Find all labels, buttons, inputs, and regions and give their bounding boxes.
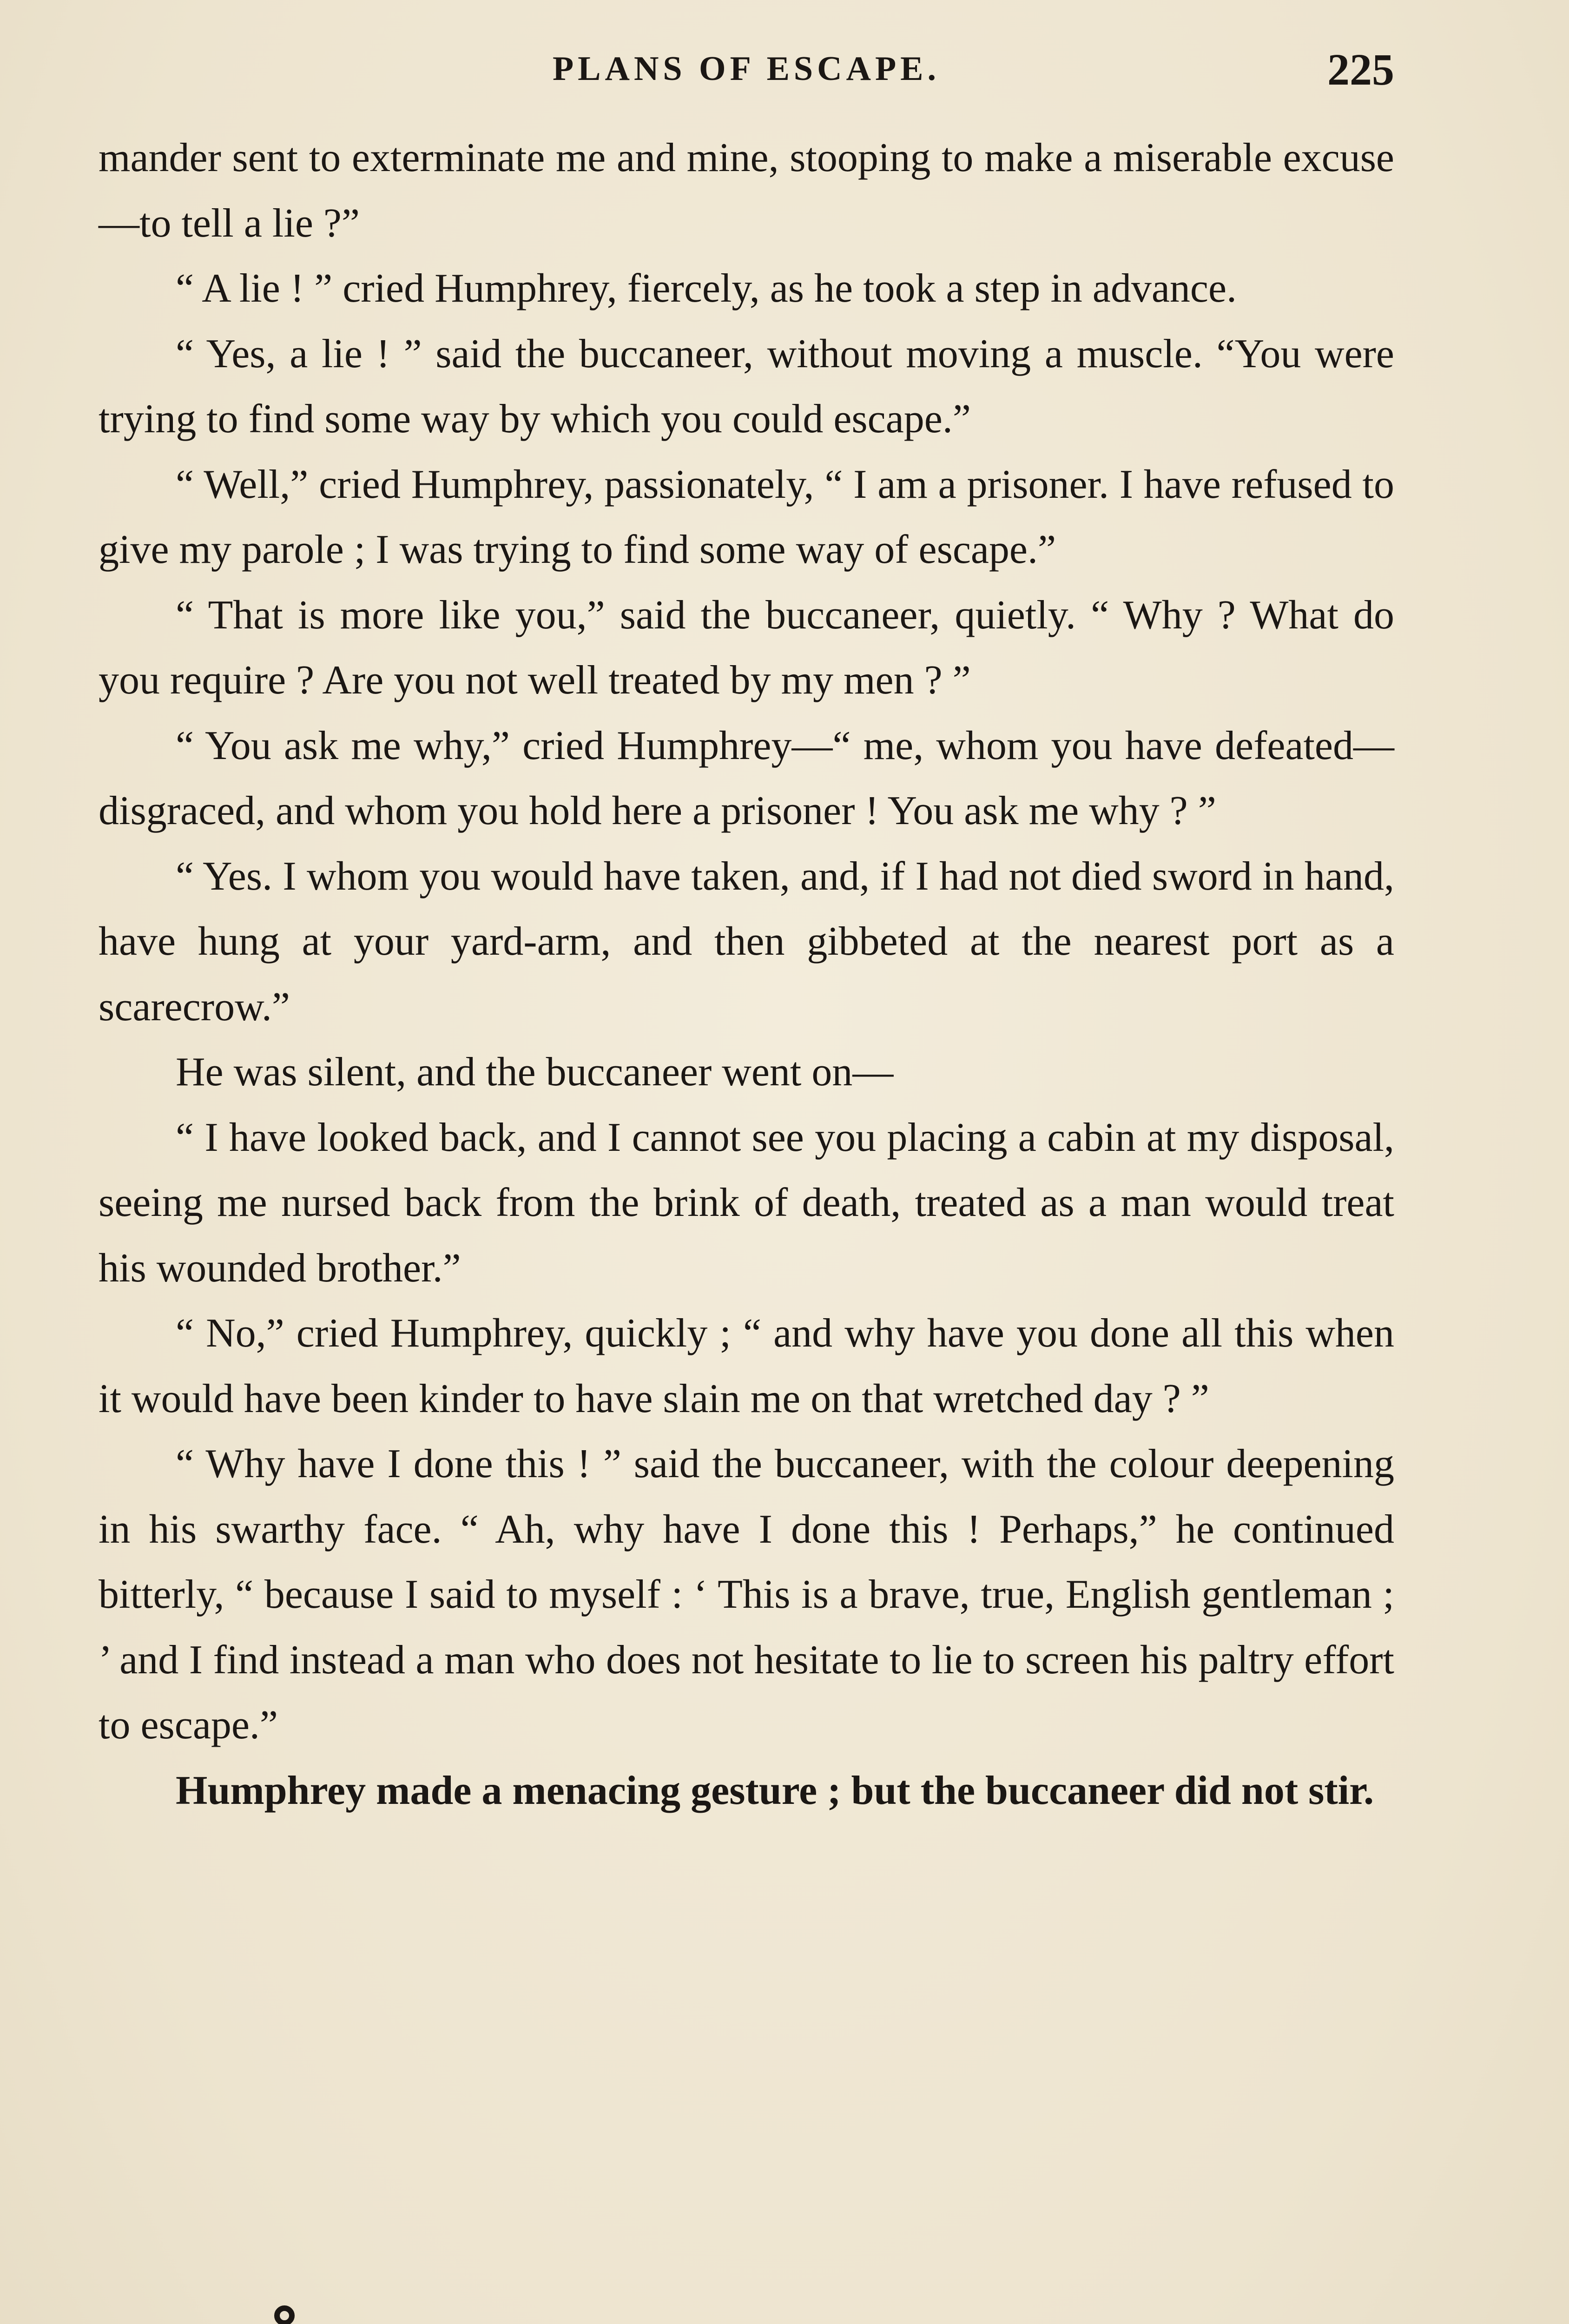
running-head: PLANS OF ESCAPE. xyxy=(552,50,941,88)
paragraph: He was silent, and the buccaneer went on— xyxy=(176,1050,894,1095)
paragraph: “ I have looked back, and I cannot see you placing a cabin at my disposal, seeing me nursed back from the brink of death, treated as a man would treat his wounded brother.” xyxy=(99,1115,1394,1291)
paragraph: “ You ask me why,” cried Humphrey—“ me, whom you have defeated—disgraced, and whom you hold here a prisoner ! You ask me why ? ” xyxy=(99,723,1394,833)
paragraph: “ Yes. I whom you would have taken, and, if I had not died sword in hand, have hung at your yard-arm, and then gibbeted at the nearest port as a scarecrow.” xyxy=(99,853,1394,1030)
paragraph-final: Humphrey made a menacing gesture ; but the buccaneer did not stir. xyxy=(176,1768,1374,1813)
page-header xyxy=(99,46,1394,98)
paragraph: “ No,” cried Humphrey, quickly ; “ and why have you done all this when it would have been kinder to have slain me on that wretched day ? ” xyxy=(99,1311,1394,1421)
page-number: 225 xyxy=(1327,45,1394,94)
paragraph: “ Well,” cried Humphrey, passionately, “ I am a prisoner. I have refused to give my parole ; I was trying to find some way of escape.” xyxy=(99,462,1394,572)
body-text xyxy=(99,125,1394,1823)
paragraph: “ That is more like you,” said the buccaneer, quietly. “ Why ? What do you require ? Are you not well treated by my men ? ” xyxy=(99,592,1394,703)
paragraph-continuation: mander sent to exterminate me and mine, stooping to make a miserable excuse—to tell a lie ?” xyxy=(99,135,1394,246)
paragraph: “ Why have I done this ! ” said the buccaneer, with the colour deepening in his swarthy face. “ Ah, why have I done this ! Perhaps,” he continued bitterly, “ because I said to myself : ‘ This is a brave, true, English gentleman ; ’ and I find instead a man who does not hesitate to lie to screen his paltry effort to escape.” xyxy=(99,1441,1394,1748)
paragraph: “ Yes, a lie ! ” said the buccaneer, without moving a muscle. “You were trying to find some way by which you could escape.” xyxy=(99,331,1394,442)
ring-ornament-icon xyxy=(274,2305,295,2324)
paragraph: “ A lie ! ” cried Humphrey, fiercely, as he took a step in advance. xyxy=(176,266,1237,311)
